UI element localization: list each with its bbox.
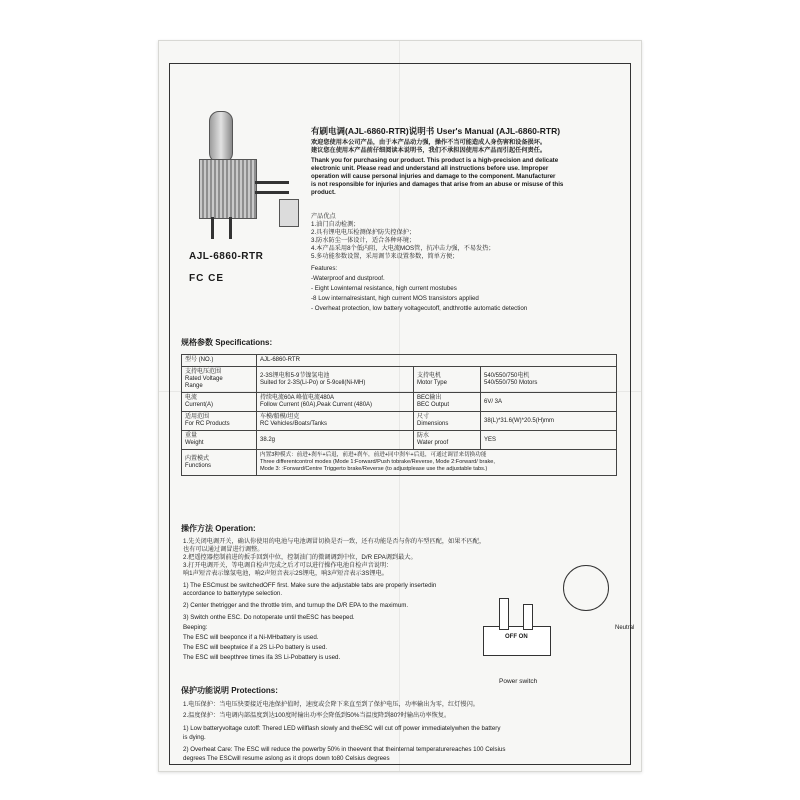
- spec-cell: AJL-6860-RTR: [257, 355, 617, 367]
- protection-en-3: degrees The ESCwill resume aslong as it drops down to80 Celsius degrees: [183, 755, 390, 762]
- features-en-1: - Eight Lowinternal resistance, high current mostubes: [311, 285, 457, 292]
- model-label: AJL-6860-RTR: [189, 251, 264, 262]
- off-on-label: OFF ON: [505, 634, 528, 640]
- operation-en-6: The ESC will beeptwice if a 2S Li-Po battery is used.: [183, 644, 328, 651]
- connector: [279, 199, 299, 227]
- wire: [211, 217, 214, 239]
- intro-cn-2: 建议您在使用本产品前仔细阅读本说明书，我们不承担因使用本产品而引起任何责任。: [311, 147, 547, 154]
- wire: [255, 181, 289, 184]
- features-cn-4: 4.本产品采用8个低内阻，大电流MOS管，抗冲击力强，不易发热；: [311, 245, 495, 252]
- spec-cell: 防水 Water proof: [414, 431, 481, 450]
- intro-en-2: electronic unit. Please read and understand all instructions before use. Improper: [311, 165, 549, 172]
- protection-cn-0: 1.电压保护：当电压快要接近电池保护值时，速度或会降下来直至到了保护电压，功率输出为零，红灯慢闪。: [183, 701, 479, 708]
- features-cn-1: 1.油门自动检测；: [311, 221, 360, 228]
- switch-housing: [483, 626, 551, 656]
- neutral-label: Neutral: [615, 625, 635, 631]
- protection-en-0: 1) Low batteryvoltage cutoff: Thered LED willflash slowly and theESC will cut off power immediatelywhen the battery: [183, 725, 501, 732]
- protection-heading: 保护功能说明 Protections:: [181, 686, 278, 695]
- capacitor: [209, 111, 233, 163]
- esc-product-image: [193, 101, 281, 241]
- power-switch-label: Power switch: [499, 678, 538, 685]
- operation-cn-0: 1.先关闭电调开关，确认你使用的电池与电池调冒切换是否一致，还有功能是否与你的车型匹配，如果不匹配，: [183, 538, 486, 545]
- spec-cell: 540/550/750电机 540/550/750 Motors: [481, 367, 617, 393]
- spec-table: [181, 354, 617, 476]
- features-label: Features:: [311, 265, 338, 272]
- operation-en-7: The ESC will beepthree times ifa 3S Li-Pobattery is used.: [183, 654, 341, 661]
- spec-cell: 型号 (NO.): [182, 355, 257, 367]
- intro-en-4: is not responsible for injuries and damages that arise from an abuse or misuse of this: [311, 181, 564, 188]
- spec-heading: 规格参数 Specifications:: [181, 338, 273, 347]
- transmitter-wheel: [563, 565, 609, 611]
- power-switch-diagram: [475, 598, 567, 668]
- features-cn-2: 2.具有锂电电压检测保护防失控保护；: [311, 229, 416, 236]
- operation-en-5: The ESC will beeponce if a Ni-MHbattery is used.: [183, 634, 319, 641]
- operation-en-4: Beeping:: [183, 624, 208, 631]
- features-en-2: -8 Low internalresistant, high current MOS transistors applied: [311, 295, 479, 302]
- intro-en-3: operation will cause personal injuries and damage to the component. Manufacturer: [311, 173, 556, 180]
- spec-cell: 内置3种模式：前进+刹车+后退，前进+刹车，前进+同中刹车+后退，可通过调冒来切换功能 Three differentcontrol modes (Mode 1:Forward/Push tobrake/Reverse, Mode 2:Forward/ brake, Mode 3: :Forward/Centre Triggerto brake/Reverse (to adjustplease use the adjustable tabs.): [257, 450, 617, 476]
- features-cn-0: 产品优点: [311, 213, 336, 220]
- spec-cell: 适用范围 For RC Products: [182, 412, 257, 431]
- spec-cell: 持续电流60A 峰值电流480A Follow Current (60A),Peak Current (480A): [257, 393, 414, 412]
- operation-cn-3: 3.打开电调开关，等电调自检声完成之后才可以进行操作电池自检声音说明：: [183, 562, 393, 569]
- features-en-3: - Overheat protection, low battery voltagecutoff, andthrottle automatic detection: [311, 305, 528, 312]
- intro-en-5: product.: [311, 189, 336, 196]
- spec-cell: 38(L)*31.6(W)*20.5(H)mm: [481, 412, 617, 431]
- operation-cn-1: 也有可以通过调冒进行调整。: [183, 546, 264, 553]
- switch-lever: [523, 604, 533, 630]
- spec-cell: 内置模式 Functions: [182, 450, 257, 476]
- operation-en-1: accordance to batterytype selection.: [183, 590, 283, 597]
- operation-cn-2: 2.把遥控器控制前进的扳手回到中位，控制油门的微调调到中位，D/R EPA调到最大。: [183, 554, 417, 561]
- spec-cell: 尺寸 Dimensions: [414, 412, 481, 431]
- features-cn-5: 5.多功能参数设置，采用调节来设置参数，简单方便；: [311, 253, 459, 260]
- operation-cn-4: 响1声短音表示镍氢电池，响2声短音表示2S锂电，响3声短音表示3S锂电。: [183, 570, 388, 577]
- manual-title: 有刷电调(AJL-6860-RTR)说明书 User's Manual (AJL-6860-RTR): [311, 126, 561, 136]
- spec-cell: 支持电压范围 Rated Voltage Range: [182, 367, 257, 393]
- spec-cell: BEC输出 BEC Output: [414, 393, 481, 412]
- operation-en-2: 2) Center thetrigger and the throttle trim, and turnup the D/R EPA to the maximum.: [183, 602, 409, 609]
- switch-lever: [499, 598, 509, 630]
- intro-cn-1: 欢迎您使用本公司产品，由于本产品动力强，操作不当可能造成人身伤害和设备损坏。: [311, 139, 547, 146]
- wire: [229, 217, 232, 239]
- operation-en-3: 3) Switch onthe ESC. Do notoperate until theESC has beeped.: [183, 614, 355, 621]
- operation-heading: 操作方法 Operation:: [181, 524, 256, 533]
- wire: [255, 191, 289, 194]
- esc-heatsink: [199, 159, 257, 219]
- spec-cell: 2-3S锂电和5-9节镍氢电池 Suited for 2-3S(Li-Po) or 5-9cell(Ni-MH): [257, 367, 414, 393]
- protection-en-1: is dying.: [183, 734, 206, 741]
- protection-en-2: 2) Overheat Care: The ESC will reduce the powerby 50% in theevent that theinternal temperaturereaches 100 Celsius: [183, 746, 506, 753]
- spec-cell: 支持电机 Motor Type: [414, 367, 481, 393]
- spec-cell: YES: [481, 431, 617, 450]
- spec-cell: 38.2g: [257, 431, 414, 450]
- spec-cell: 车模/船模/坦克 RC Vehicles/Boats/Tanks: [257, 412, 414, 431]
- intro-en-1: Thank you for purchasing our product. This product is a high-precision and delicate: [311, 157, 559, 164]
- certification-marks: FC CE: [189, 273, 224, 284]
- spec-cell: 电流 Current(A): [182, 393, 257, 412]
- features-cn-3: 3.防水防尘一体设计，适合各种环境；: [311, 237, 416, 244]
- operation-en-0: 1) The ESCmust be switchedOFF first. Make sure the adjustable tabs are properly insertedin: [183, 582, 437, 589]
- features-en-0: -Waterproof and dustproof.: [311, 275, 385, 282]
- spec-cell: 重量 Weight: [182, 431, 257, 450]
- spec-cell: 6V/ 3A: [481, 393, 617, 412]
- manual-paper: [158, 40, 642, 772]
- protection-cn-1: 2.温度保护：当电调内部温度到达100度时输出功率会降低到50%当温度降到80?时输出功率恢复。: [183, 712, 451, 719]
